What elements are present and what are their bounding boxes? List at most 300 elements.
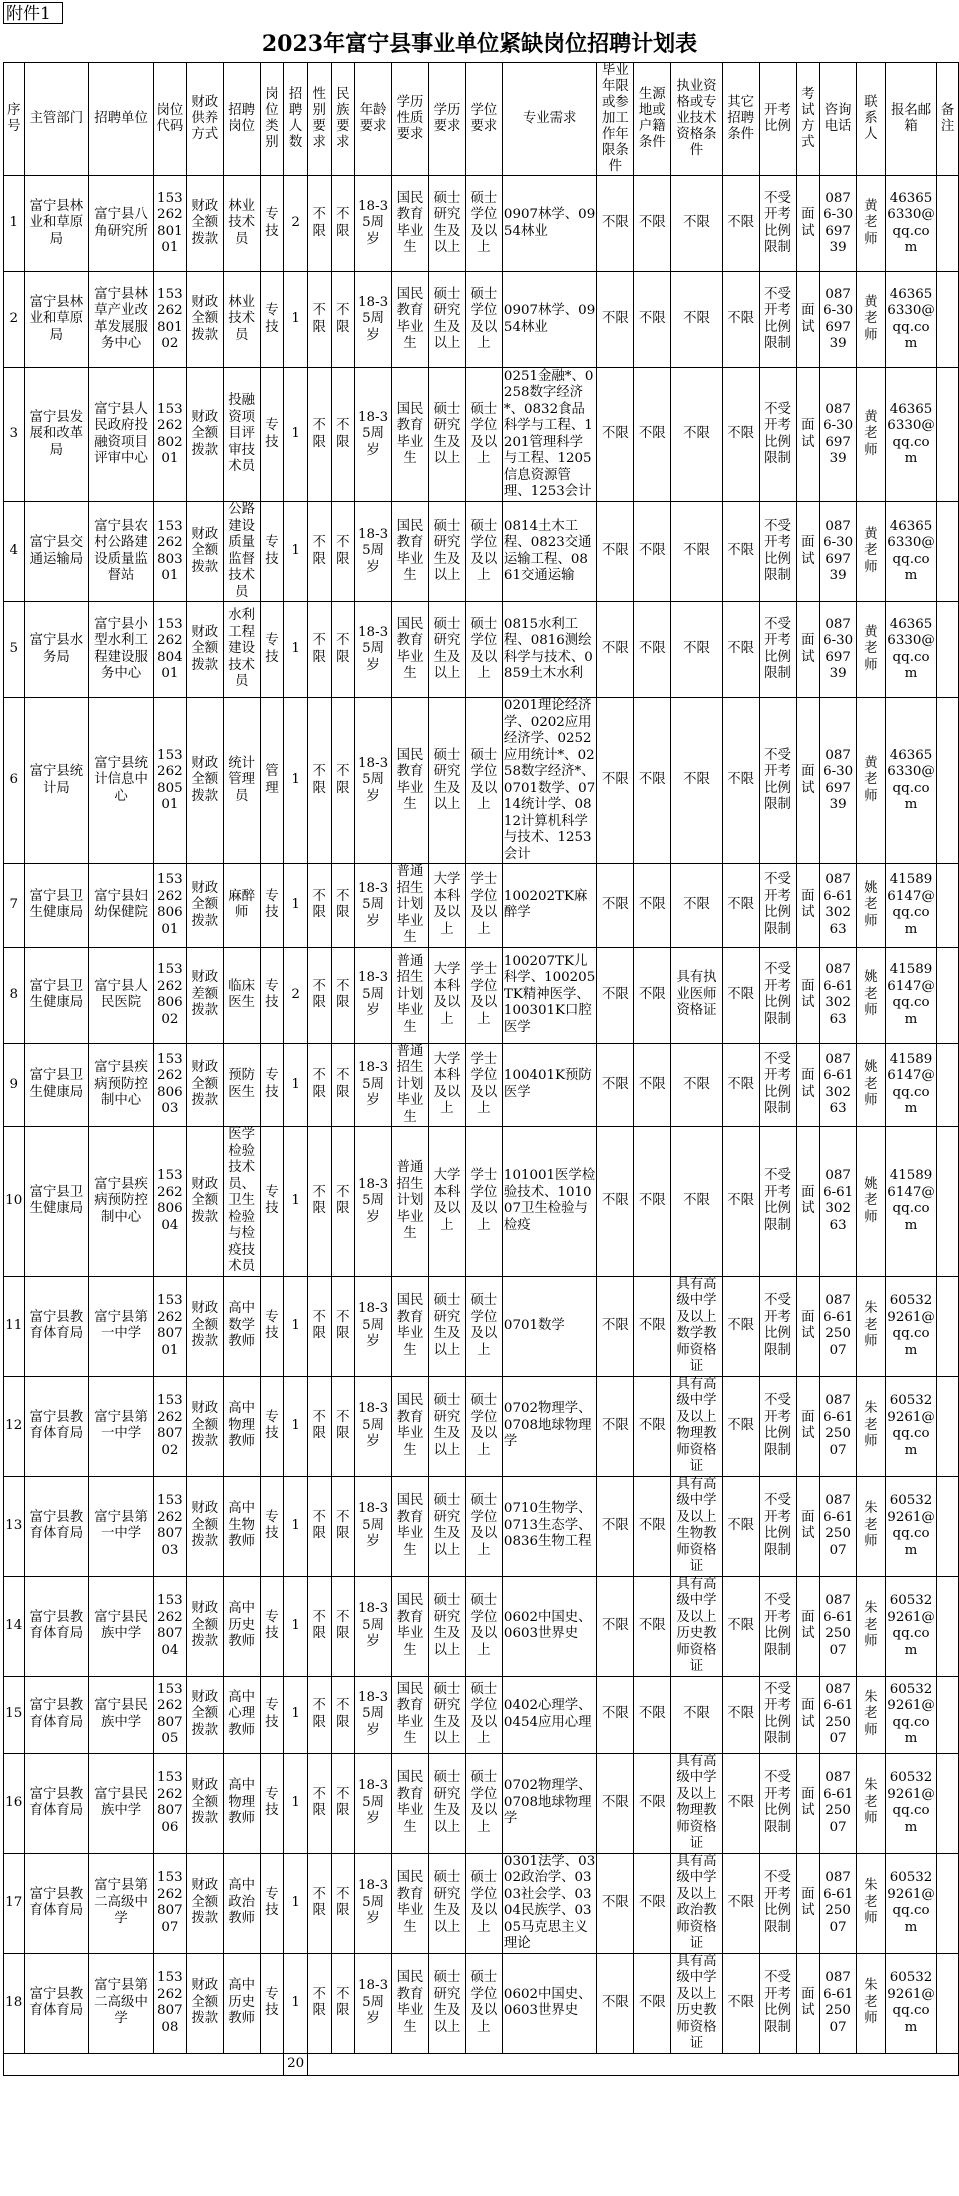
- seq-cell: 7: [4, 864, 25, 948]
- age-cell: 18-35周岁: [355, 272, 392, 368]
- ethnicity-cell: 不限: [331, 1753, 355, 1853]
- edu-nature-cell: 国民教育毕业生: [392, 176, 429, 272]
- count-cell: 1: [284, 1043, 308, 1127]
- qualification-cell: 不限: [671, 698, 722, 864]
- email-cell: 605329261@qq.com: [885, 1576, 936, 1676]
- remark-cell: [937, 1576, 959, 1676]
- qualification-cell: 不限: [671, 1676, 722, 1753]
- funding-cell: 财政全额拨款: [186, 1753, 223, 1853]
- degree-cell: 硕士学位及以上: [465, 602, 502, 698]
- gender-cell: 不限: [307, 1043, 331, 1127]
- other-cell: 不限: [722, 1676, 759, 1753]
- exam-cell: 面试: [796, 176, 820, 272]
- count-cell: 2: [284, 947, 308, 1043]
- department-cell: 富宁县教育体育局: [24, 1476, 89, 1576]
- contact-cell: 姚老师: [857, 1127, 886, 1277]
- post-cell: 公路建设质量监督技术员: [223, 502, 260, 602]
- years-cell: 不限: [597, 864, 634, 948]
- table-row: [4, 1043, 959, 1127]
- category-cell: 专技: [260, 864, 284, 948]
- degree-cell: 硕士学位及以上: [465, 1753, 502, 1853]
- exam-cell: 面试: [796, 1853, 820, 1953]
- edu-nature-cell: 国民教育毕业生: [392, 1276, 429, 1376]
- other-cell: 不限: [722, 698, 759, 864]
- department-cell: 富宁县水务局: [24, 602, 89, 698]
- funding-cell: 财政全额拨款: [186, 864, 223, 948]
- gender-cell: 不限: [307, 176, 331, 272]
- category-cell: 专技: [260, 1853, 284, 1953]
- ethnicity-cell: 不限: [331, 698, 355, 864]
- exam-cell: 面试: [796, 502, 820, 602]
- gender-cell: 不限: [307, 1476, 331, 1576]
- other-cell: 不限: [722, 947, 759, 1043]
- ethnicity-cell: 不限: [331, 602, 355, 698]
- phone-cell: 0876-6125007: [820, 1376, 857, 1476]
- funding-cell: 财政全额拨款: [186, 1853, 223, 1953]
- contact-cell: 黄老师: [857, 176, 886, 272]
- age-cell: 18-35周岁: [355, 176, 392, 272]
- count-cell: 1: [284, 1576, 308, 1676]
- contact-cell: 朱老师: [857, 1953, 886, 2053]
- unit-cell: 富宁县八角研究所: [89, 176, 154, 272]
- funding-cell: 财政全额拨款: [186, 698, 223, 864]
- ratio-cell: 不受开考比例限制: [759, 602, 796, 698]
- header-row: [4, 63, 959, 176]
- phone-cell: 0876-6125007: [820, 1953, 857, 2053]
- phone-cell: 0876-3069739: [820, 368, 857, 502]
- ethnicity-cell: 不限: [331, 502, 355, 602]
- post-cell: 预防医生: [223, 1043, 260, 1127]
- age-cell: 18-35周岁: [355, 1576, 392, 1676]
- category-cell: 专技: [260, 1276, 284, 1376]
- ethnicity-cell: 不限: [331, 1043, 355, 1127]
- years-cell: 不限: [597, 1576, 634, 1676]
- post-code-cell: 15326280705: [153, 1676, 186, 1753]
- contact-cell: 黄老师: [857, 602, 886, 698]
- origin-cell: 不限: [634, 864, 671, 948]
- department-cell: 富宁县教育体育局: [24, 1276, 89, 1376]
- edu-level-cell: 硕士研究生及以上: [429, 1576, 466, 1676]
- post-cell: 高中历史教师: [223, 1953, 260, 2053]
- edu-level-cell: 硕士研究生及以上: [429, 502, 466, 602]
- degree-cell: 硕士学位及以上: [465, 1276, 502, 1376]
- years-cell: 不限: [597, 602, 634, 698]
- post-code-cell: 15326280704: [153, 1576, 186, 1676]
- edu-nature-cell: 国民教育毕业生: [392, 502, 429, 602]
- exam-cell: 面试: [796, 698, 820, 864]
- edu-level-cell: 硕士研究生及以上: [429, 1953, 466, 2053]
- other-cell: 不限: [722, 1853, 759, 1953]
- unit-cell: 富宁县民族中学: [89, 1753, 154, 1853]
- table-row: [4, 1953, 959, 2053]
- contact-cell: 黄老师: [857, 502, 886, 602]
- qualification-cell: 不限: [671, 272, 722, 368]
- funding-cell: 财政全额拨款: [186, 1276, 223, 1376]
- qualification-cell: 不限: [671, 176, 722, 272]
- seq-cell: 1: [4, 176, 25, 272]
- exam-cell: 面试: [796, 368, 820, 502]
- seq-cell: 9: [4, 1043, 25, 1127]
- major-cell: 0815水利工程、0816测绘科学与技术、0859土木水利: [502, 602, 596, 698]
- edu-level-cell: 大学本科及以上: [429, 947, 466, 1043]
- other-cell: 不限: [722, 368, 759, 502]
- edu-level-cell: 硕士研究生及以上: [429, 1276, 466, 1376]
- ratio-cell: 不受开考比例限制: [759, 1043, 796, 1127]
- table-row: [4, 272, 959, 368]
- age-cell: 18-35周岁: [355, 1127, 392, 1277]
- age-cell: 18-35周岁: [355, 1676, 392, 1753]
- column-header: 招聘单位: [89, 63, 154, 176]
- seq-cell: 15: [4, 1676, 25, 1753]
- major-cell: 0201理论经济学、0202应用经济学、0252应用统计*、0258数字经济*、0701数学、0714统计学、0812计算机科学与技术、1253会计: [503, 698, 596, 862]
- edu-level-cell: 硕士研究生及以上: [429, 368, 466, 502]
- ratio-cell: 不受开考比例限制: [759, 698, 796, 864]
- contact-cell: 姚老师: [857, 864, 886, 948]
- ethnicity-cell: 不限: [331, 1127, 355, 1277]
- edu-level-cell: 硕士研究生及以上: [429, 1676, 466, 1753]
- age-cell: 18-35周岁: [355, 502, 392, 602]
- gender-cell: 不限: [307, 1127, 331, 1277]
- seq-cell: 16: [4, 1753, 25, 1853]
- recruitment-table: [3, 62, 959, 2076]
- post-cell: 麻醉师: [223, 864, 260, 948]
- ethnicity-cell: 不限: [331, 1576, 355, 1676]
- post-code-cell: 15326280602: [153, 947, 186, 1043]
- column-header: 招聘人数: [284, 63, 308, 176]
- remark-cell: [937, 1376, 959, 1476]
- post-code-cell: 15326280701: [153, 1276, 186, 1376]
- ratio-cell: 不受开考比例限制: [759, 1127, 796, 1277]
- exam-cell: 面试: [796, 1753, 820, 1853]
- category-cell: 专技: [260, 947, 284, 1043]
- ethnicity-cell: 不限: [331, 272, 355, 368]
- exam-cell: 面试: [796, 1376, 820, 1476]
- email-cell: 605329261@qq.com: [885, 1853, 936, 1953]
- edu-level-cell: 硕士研究生及以上: [429, 176, 466, 272]
- department-cell: 富宁县交通运输局: [24, 502, 89, 602]
- phone-cell: 0876-6125007: [820, 1753, 857, 1853]
- ratio-cell: 不受开考比例限制: [759, 1276, 796, 1376]
- post-cell: 高中物理教师: [223, 1376, 260, 1476]
- phone-cell: 0876-6130263: [820, 1127, 857, 1277]
- edu-nature-cell: 国民教育毕业生: [392, 272, 429, 368]
- age-cell: 18-35周岁: [355, 864, 392, 948]
- phone-cell: 0876-3069739: [820, 602, 857, 698]
- years-cell: 不限: [597, 368, 634, 502]
- contact-cell: 朱老师: [857, 1376, 886, 1476]
- remark-cell: [937, 602, 959, 698]
- post-cell: 林业技术员: [223, 272, 260, 368]
- column-header: 毕业年限或参加工作年限条件: [597, 63, 634, 176]
- origin-cell: 不限: [634, 1853, 671, 1953]
- exam-cell: 面试: [796, 864, 820, 948]
- column-header: 专业需求: [502, 63, 596, 176]
- post-code-cell: 15326280707: [153, 1853, 186, 1953]
- edu-nature-cell: 国民教育毕业生: [392, 1576, 429, 1676]
- other-cell: 不限: [722, 1276, 759, 1376]
- exam-cell: 面试: [796, 272, 820, 368]
- exam-cell: 面试: [796, 1043, 820, 1127]
- category-cell: 管理: [260, 698, 284, 864]
- major-cell: 0301法学、0302政治学、0303社会学、0304民族学、0305马克思主义理论: [503, 1853, 596, 1951]
- ratio-cell: 不受开考比例限制: [759, 502, 796, 602]
- ethnicity-cell: 不限: [331, 1853, 355, 1953]
- age-cell: 18-35周岁: [355, 602, 392, 698]
- funding-cell: 财政全额拨款: [186, 176, 223, 272]
- degree-cell: 硕士学位及以上: [465, 1853, 502, 1953]
- remark-cell: [937, 176, 959, 272]
- major-cell: 0251金融*、0258数字经济*、0832食品科学与工程、1201管理科学与工程、1205信息资源管理、1253会计: [502, 368, 596, 502]
- ratio-cell: 不受开考比例限制: [759, 1376, 796, 1476]
- ethnicity-cell: 不限: [331, 1953, 355, 2053]
- funding-cell: 财政全额拨款: [186, 1476, 223, 1576]
- edu-level-cell: 硕士研究生及以上: [429, 1476, 466, 1576]
- major-cell: 0814土木工程、0823交通运输工程、0861交通运输: [502, 502, 596, 602]
- count-cell: 1: [284, 1853, 308, 1953]
- seq-cell: 3: [4, 368, 25, 502]
- count-cell: 1: [284, 1276, 308, 1376]
- origin-cell: 不限: [634, 947, 671, 1043]
- contact-cell: 黄老师: [857, 272, 886, 368]
- ratio-cell: 不受开考比例限制: [759, 272, 796, 368]
- post-code-cell: 15326280301: [153, 502, 186, 602]
- phone-cell: 0876-3069739: [820, 502, 857, 602]
- gender-cell: 不限: [307, 368, 331, 502]
- table-row: [4, 1576, 959, 1676]
- contact-cell: 朱老师: [857, 1676, 886, 1753]
- age-cell: 18-35周岁: [355, 947, 392, 1043]
- contact-cell: 朱老师: [857, 1753, 886, 1853]
- gender-cell: 不限: [307, 947, 331, 1043]
- origin-cell: 不限: [634, 1676, 671, 1753]
- edu-level-cell: 硕士研究生及以上: [429, 1376, 466, 1476]
- origin-cell: 不限: [634, 602, 671, 698]
- other-cell: 不限: [722, 1576, 759, 1676]
- post-code-cell: 15326280703: [153, 1476, 186, 1576]
- qualification-cell: 具有高级中学及以上物理教师资格证: [671, 1376, 722, 1476]
- table-row: [4, 368, 959, 502]
- phone-cell: 0876-3069739: [820, 272, 857, 368]
- remark-cell: [937, 1476, 959, 1576]
- category-cell: 专技: [260, 1576, 284, 1676]
- years-cell: 不限: [597, 1376, 634, 1476]
- funding-cell: 财政全额拨款: [186, 1043, 223, 1127]
- major-cell: 101001医学检验技术、101007卫生检验与检疫: [502, 1127, 596, 1277]
- column-header: 考试方式: [796, 63, 820, 176]
- table-row: [4, 1476, 959, 1576]
- post-code-cell: 15326280401: [153, 602, 186, 698]
- phone-cell: 0876-6130263: [820, 864, 857, 948]
- years-cell: 不限: [597, 1043, 634, 1127]
- count-cell: 1: [284, 502, 308, 602]
- email-cell: 605329261@qq.com: [885, 1376, 936, 1476]
- table-row: [4, 1853, 959, 1953]
- funding-cell: 财政全额拨款: [186, 272, 223, 368]
- other-cell: 不限: [722, 502, 759, 602]
- category-cell: 专技: [260, 176, 284, 272]
- phone-cell: 0876-6125007: [820, 1576, 857, 1676]
- seq-cell: 17: [4, 1853, 25, 1953]
- other-cell: 不限: [722, 864, 759, 948]
- email-cell: 463656330@qq.com: [885, 272, 936, 368]
- count-cell: 1: [284, 1753, 308, 1853]
- column-header: 主管部门: [24, 63, 89, 176]
- post-code-cell: 15326280706: [153, 1753, 186, 1853]
- origin-cell: 不限: [634, 1753, 671, 1853]
- email-cell: 605329261@qq.com: [885, 1753, 936, 1853]
- column-header: 民族要求: [331, 63, 355, 176]
- post-code-cell: 15326280501: [153, 698, 186, 864]
- major-cell: 0907林学、0954林业: [502, 272, 596, 368]
- degree-cell: 硕士学位及以上: [465, 368, 502, 502]
- category-cell: 专技: [260, 602, 284, 698]
- age-cell: 18-35周岁: [355, 1276, 392, 1376]
- department-cell: 富宁县教育体育局: [24, 1576, 89, 1676]
- origin-cell: 不限: [634, 272, 671, 368]
- table-row: [4, 602, 959, 698]
- post-cell: 高中生物教师: [223, 1476, 260, 1576]
- unit-cell: 富宁县人民政府投融资项目评审中心: [89, 368, 154, 502]
- table-row: [4, 698, 959, 864]
- count-cell: 1: [284, 602, 308, 698]
- total-count-cell: 20: [284, 2053, 308, 2075]
- years-cell: 不限: [597, 1476, 634, 1576]
- department-cell: 富宁县统计局: [24, 698, 89, 864]
- degree-cell: 学士学位及以上: [465, 947, 502, 1043]
- email-cell: 605329261@qq.com: [885, 1676, 936, 1753]
- origin-cell: 不限: [634, 1276, 671, 1376]
- table-row: [4, 947, 959, 1043]
- age-cell: 18-35周岁: [355, 1953, 392, 2053]
- edu-nature-cell: 普通招生计划毕业生: [392, 947, 429, 1043]
- ethnicity-cell: 不限: [331, 1276, 355, 1376]
- degree-cell: 硕士学位及以上: [465, 1376, 502, 1476]
- department-cell: 富宁县卫生健康局: [24, 864, 89, 948]
- major-cell: 0702物理学、0708地球物理学: [502, 1753, 596, 1853]
- degree-cell: 学士学位及以上: [465, 1043, 502, 1127]
- gender-cell: 不限: [307, 1276, 331, 1376]
- edu-nature-cell: 国民教育毕业生: [392, 1753, 429, 1853]
- age-cell: 18-35周岁: [355, 1753, 392, 1853]
- edu-nature-cell: 国民教育毕业生: [392, 368, 429, 502]
- email-cell: 415896147@qq.com: [885, 947, 936, 1043]
- origin-cell: 不限: [634, 1576, 671, 1676]
- origin-cell: 不限: [634, 1376, 671, 1476]
- seq-cell: 13: [4, 1476, 25, 1576]
- qualification-cell: 不限: [671, 1043, 722, 1127]
- phone-cell: 0876-6125007: [820, 1853, 857, 1953]
- remark-cell: [937, 1043, 959, 1127]
- email-cell: 605329261@qq.com: [885, 1953, 936, 2053]
- count-cell: 1: [284, 272, 308, 368]
- unit-cell: 富宁县林草产业改革发展服务中心: [89, 272, 154, 368]
- contact-cell: 朱老师: [857, 1576, 886, 1676]
- total-blank-cell: [307, 2053, 958, 2075]
- count-cell: 1: [284, 1127, 308, 1277]
- gender-cell: 不限: [307, 1753, 331, 1853]
- column-header: 联系人: [857, 63, 886, 176]
- years-cell: 不限: [597, 947, 634, 1043]
- gender-cell: 不限: [307, 1376, 331, 1476]
- column-header: 报名邮箱: [885, 63, 936, 176]
- edu-level-cell: 大学本科及以上: [429, 864, 466, 948]
- ethnicity-cell: 不限: [331, 176, 355, 272]
- column-header: 招聘岗位: [223, 63, 260, 176]
- count-cell: 1: [284, 1376, 308, 1476]
- qualification-cell: 不限: [671, 602, 722, 698]
- post-cell: 高中历史教师: [223, 1576, 260, 1676]
- gender-cell: 不限: [307, 864, 331, 948]
- exam-cell: 面试: [796, 1476, 820, 1576]
- contact-cell: 姚老师: [857, 947, 886, 1043]
- email-cell: 415896147@qq.com: [885, 864, 936, 948]
- column-header: 其它招聘条件: [722, 63, 759, 176]
- age-cell: 18-35周岁: [355, 1376, 392, 1476]
- email-cell: 605329261@qq.com: [885, 1476, 936, 1576]
- edu-level-cell: 硕士研究生及以上: [429, 698, 466, 864]
- column-header: 咨询电话: [820, 63, 857, 176]
- qualification-cell: 不限: [671, 864, 722, 948]
- category-cell: 专技: [260, 1753, 284, 1853]
- gender-cell: 不限: [307, 698, 331, 864]
- edu-nature-cell: 国民教育毕业生: [392, 602, 429, 698]
- category-cell: 专技: [260, 1043, 284, 1127]
- email-cell: 463656330@qq.com: [885, 698, 936, 864]
- remark-cell: [937, 1853, 959, 1953]
- funding-cell: 财政全额拨款: [186, 502, 223, 602]
- ratio-cell: 不受开考比例限制: [759, 1953, 796, 2053]
- unit-cell: 富宁县第二高级中学: [89, 1953, 154, 2053]
- table-row: [4, 1376, 959, 1476]
- degree-cell: 硕士学位及以上: [465, 1476, 502, 1576]
- remark-cell: [937, 368, 959, 502]
- degree-cell: 硕士学位及以上: [465, 1676, 502, 1753]
- years-cell: 不限: [597, 1753, 634, 1853]
- table-row: [4, 864, 959, 948]
- column-header: 开考比例: [759, 63, 796, 176]
- age-cell: 18-35周岁: [355, 1853, 392, 1953]
- seq-cell: 12: [4, 1376, 25, 1476]
- phone-cell: 0876-6125007: [820, 1276, 857, 1376]
- post-cell: 水利工程建设技术员: [223, 602, 260, 698]
- seq-cell: 4: [4, 502, 25, 602]
- edu-nature-cell: 国民教育毕业生: [392, 1953, 429, 2053]
- exam-cell: 面试: [796, 1576, 820, 1676]
- origin-cell: 不限: [634, 1043, 671, 1127]
- years-cell: 不限: [597, 1127, 634, 1277]
- department-cell: 富宁县卫生健康局: [24, 947, 89, 1043]
- post-cell: 高中心理教师: [223, 1676, 260, 1753]
- count-cell: 1: [284, 698, 308, 864]
- department-cell: 富宁县林业和草原局: [24, 176, 89, 272]
- gender-cell: 不限: [307, 1576, 331, 1676]
- table-row: [4, 1676, 959, 1753]
- column-header: 执业资格或专业技术资格条件: [671, 63, 722, 176]
- other-cell: 不限: [722, 1753, 759, 1853]
- remark-cell: [937, 1676, 959, 1753]
- remark-cell: [937, 1753, 959, 1853]
- remark-cell: [937, 1953, 959, 2053]
- other-cell: 不限: [722, 1043, 759, 1127]
- seq-cell: 18: [4, 1953, 25, 2053]
- edu-level-cell: 硕士研究生及以上: [429, 1853, 466, 1953]
- post-code-cell: 15326280101: [153, 176, 186, 272]
- age-cell: 18-35周岁: [355, 698, 392, 864]
- other-cell: 不限: [722, 176, 759, 272]
- email-cell: 463656330@qq.com: [885, 502, 936, 602]
- major-cell: 100207TK儿科学、100205TK精神医学、100301K口腔医学: [502, 947, 596, 1043]
- post-code-cell: 15326280604: [153, 1127, 186, 1277]
